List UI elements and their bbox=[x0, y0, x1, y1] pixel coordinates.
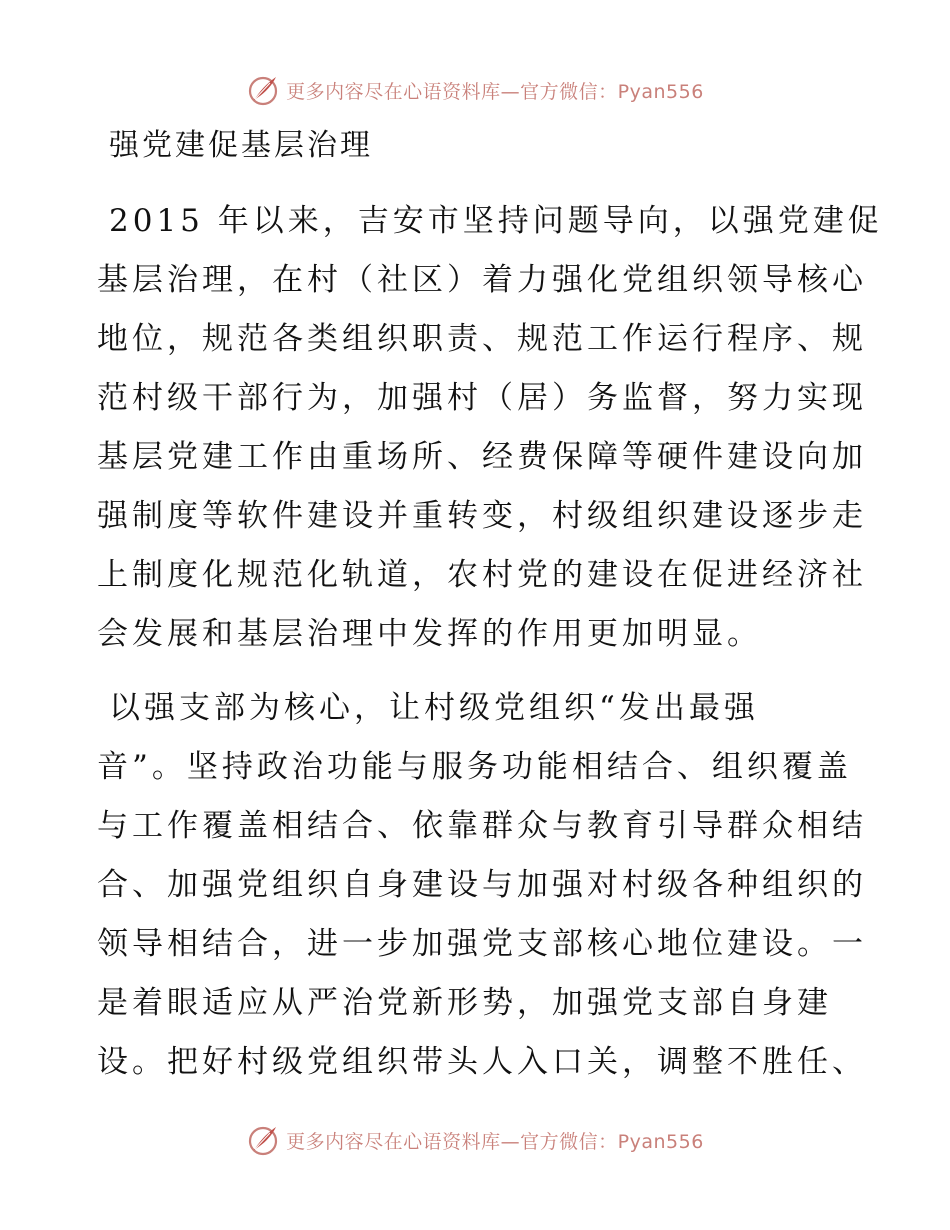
paragraph-line: 合、加强党组织自身建设与加强对村级各种组织的 bbox=[97, 867, 867, 903]
document-page bbox=[97, 120, 883, 1092]
paragraph-line: 基层党建工作由重场所、经费保障等硬件建设向加 bbox=[97, 439, 867, 475]
watermark-text: 更多内容尽在心语资料库—官方微信：Pyan556 bbox=[286, 1130, 704, 1153]
paragraph-line: 基层治理，在村（社区）着力强化党组织领导核心 bbox=[97, 262, 867, 298]
feather-pen-logo-icon bbox=[246, 1123, 280, 1157]
paragraph-line: 2015 年以来，吉安市坚持问题导向，以强党建促 bbox=[109, 203, 883, 239]
watermark-header bbox=[0, 70, 950, 110]
paragraph-line: 地位，规范各类组织职责、规范工作运行程序、规 bbox=[97, 321, 867, 357]
paragraph-line: 以强支部为核心，让村级党组织“发出最强 bbox=[109, 690, 759, 726]
paragraph-line: 范村级干部行为，加强村（居）务监督，努力实现 bbox=[97, 380, 867, 416]
watermark-text: 更多内容尽在心语资料库—官方微信：Pyan556 bbox=[286, 80, 704, 103]
paragraph-line: 设。把好村级党组织带头人入口关，调整不胜任、 bbox=[97, 1044, 867, 1080]
paragraph-line: 强制度等软件建设并重转变，村级组织建设逐步走 bbox=[97, 498, 867, 534]
paragraph-strong-branch bbox=[97, 679, 867, 1092]
document-title: 强党建促基层治理 bbox=[109, 128, 373, 163]
paragraph-intro bbox=[97, 192, 883, 664]
watermark-footer bbox=[0, 1120, 950, 1160]
feather-pen-logo-icon bbox=[246, 73, 280, 107]
paragraph-line: 领导相结合，进一步加强党支部核心地位建设。一 bbox=[97, 926, 867, 962]
paragraph-line: 上制度化规范化轨道，农村党的建设在促进经济社 bbox=[97, 557, 867, 593]
paragraph-line: 是着眼适应从严治党新形势，加强党支部自身建 bbox=[97, 985, 832, 1021]
paragraph-line: 音”。坚持政治功能与服务功能相结合、组织覆盖 bbox=[97, 749, 852, 785]
paragraph-line: 与工作覆盖相结合、依靠群众与教育引导群众相结 bbox=[97, 808, 867, 844]
paragraph-line: 会发展和基层治理中发挥的作用更加明显。 bbox=[97, 616, 762, 652]
